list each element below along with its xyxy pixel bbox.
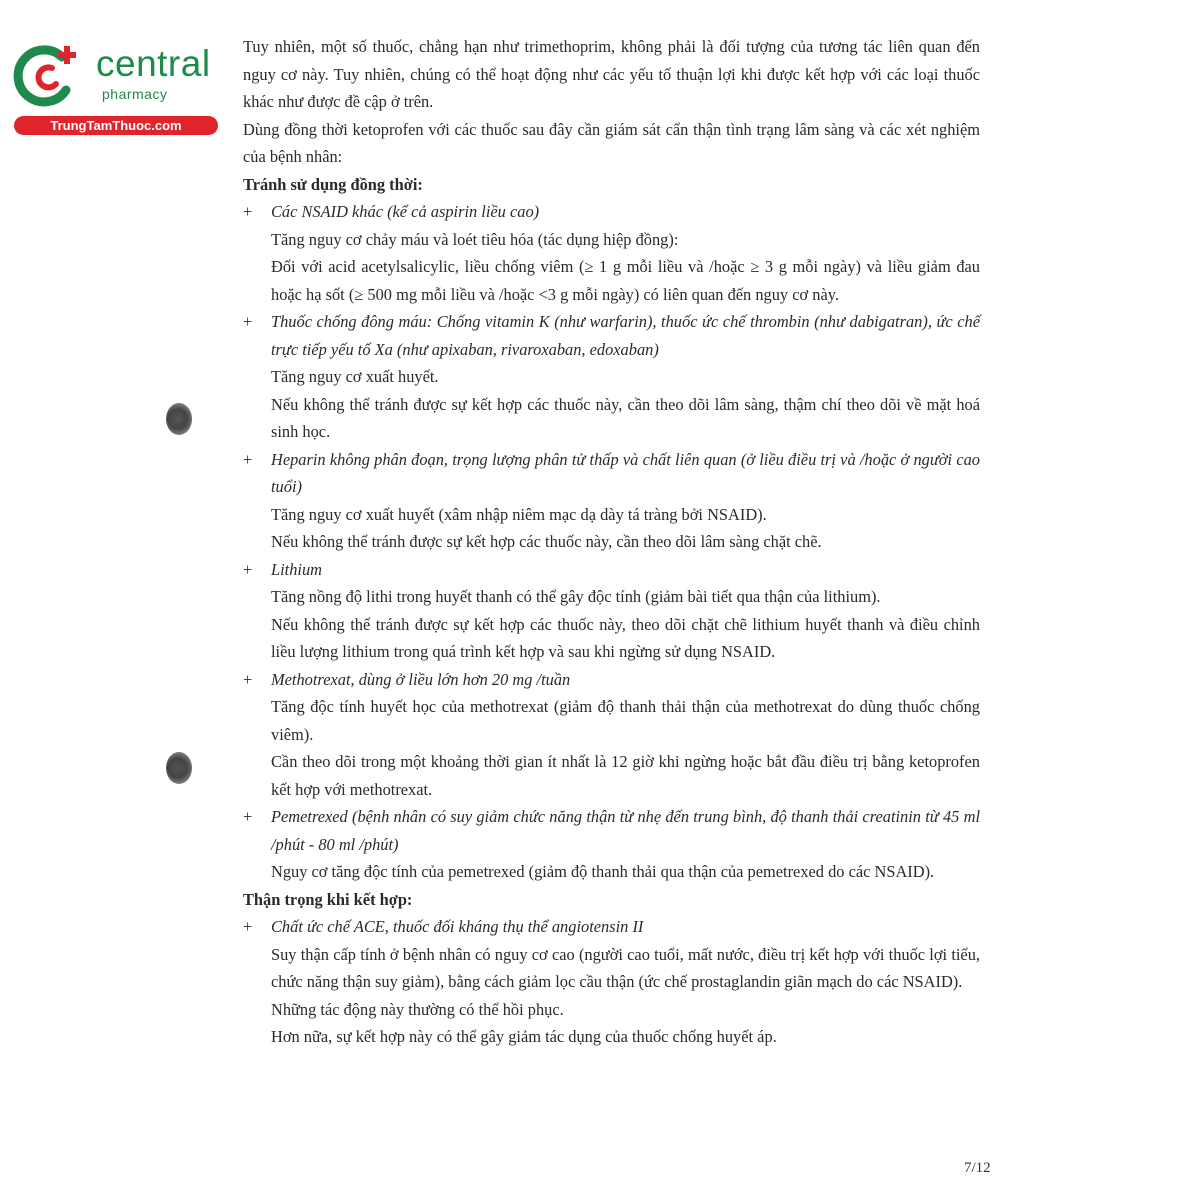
logo-brand: central: [96, 43, 211, 84]
pharmacy-logo: [10, 36, 220, 136]
bullet-item: [243, 913, 980, 941]
bullet-marker: +: [243, 917, 253, 936]
bullet-marker: +: [243, 449, 253, 469]
bullet-title: Lithium: [271, 559, 323, 579]
paragraph: Nếu không thể tránh được sự kết hợp các thuốc này, cần theo dõi lâm sàng, thậm chí theo dõi về mặt hoá sinh học.: [271, 394, 980, 441]
paragraph: Tăng nguy cơ chảy máu và loét tiêu hóa (tác dụng hiệp đồng):: [271, 229, 679, 249]
bullet-marker: +: [243, 559, 253, 579]
paragraph: Nguy cơ tăng độc tính của pemetrexed (giảm độ thanh thải qua thận của pemetrexed do các NSAID).: [271, 862, 935, 881]
punch-hole: [166, 752, 192, 784]
paragraph: Tăng nguy cơ xuất huyết (xâm nhập niêm mạc dạ dày tá tràng bởi NSAID).: [271, 504, 767, 524]
paragraph: Tăng nguy cơ xuất huyết.: [271, 367, 439, 386]
paragraph: Tăng độc tính huyết học của methotrexat (giảm độ thanh thải thận của methotrexat do dùng thuốc chống viêm).: [271, 697, 980, 744]
bullet-item: [243, 556, 980, 584]
bullet-item: [243, 803, 980, 858]
paragraph: Đối với acid acetylsalicylic, liều chống viêm (≥ 1 g mỗi liều và /hoặc ≥ 3 g mỗi ngày) và liều giảm đau hoặc hạ sốt (≥ 500 mg mỗi liều và /hoặc <3 g mỗi ngày) có liên quan đến nguy cơ này.: [271, 257, 980, 304]
section-heading: Tránh sử dụng đồng thời:: [243, 174, 423, 194]
bullet-marker: +: [243, 312, 253, 331]
section-heading: Thận trọng khi kết hợp:: [243, 889, 413, 909]
bullet-title: Pemetrexed (bệnh nhân có suy giảm chức năng thận từ nhẹ đến trung bình, độ thanh thải creatinin từ 45 ml /phút - 80 ml /phút): [271, 807, 980, 854]
bullet-title: Các NSAID khác (kể cả aspirin liều cao): [271, 202, 540, 221]
logo-url-badge: TrungTamThuoc.com: [14, 116, 218, 135]
bullet-title: Chất ức chế ACE, thuốc đối kháng thụ thể angiotensin II: [271, 917, 644, 936]
logo-emblem-icon: [10, 40, 80, 110]
bullet-title: Heparin không phân đoạn, trọng lượng phân tử thấp và chất liên quan (ở liều điều trị và /hoặc ở người cao tuổi): [271, 449, 980, 496]
paragraph: Cần theo dõi trong một khoảng thời gian ít nhất là 12 giờ khi ngừng hoặc bắt đầu điều trị bằng ketoprofen kết hợp với methotrexat.: [271, 752, 980, 799]
bullet-marker: +: [243, 807, 253, 826]
paragraph: Tăng nồng độ lithi trong huyết thanh có thể gây độc tính (giảm bài tiết qua thận của lithium).: [271, 587, 881, 606]
paragraph: Nếu không thể tránh được sự kết hợp các thuốc này, cần theo dõi lâm sàng chặt chẽ.: [271, 532, 822, 551]
paragraph: Những tác động này thường có thể hồi phục.: [271, 999, 564, 1019]
page-number: 7/12: [964, 1160, 991, 1176]
paragraph: Nếu không thể tránh được sự kết hợp các thuốc này, theo dõi chặt chẽ lithium huyết thanh và điều chỉnh liều lượng lithium trong quá trình kết hợp và sau khi ngừng sử dụng NSAID.: [271, 614, 980, 661]
paragraph: Suy thận cấp tính ở bệnh nhân có nguy cơ cao (người cao tuổi, mất nước, điều trị kết hợp với thuốc lợi tiểu, chức năng thận suy giảm), bằng cách giảm lọc cầu thận (ức chế prostaglandin giãn mạch do các NSAID).: [271, 944, 980, 991]
bullet-item: [243, 198, 980, 226]
document-body: [243, 33, 980, 1051]
bullet-item: [243, 308, 980, 363]
bullet-title: Thuốc chống đông máu: Chống vitamin K (như warfarin), thuốc ức chế thrombin (như dabigatran), ức chế trực tiếp yếu tố Xa (như apixaban, rivaroxaban, edoxaban): [271, 312, 980, 359]
bullet-title: Methotrexat, dùng ở liều lớn hơn 20 mg /tuần: [271, 669, 571, 689]
punch-hole: [166, 403, 192, 435]
paragraph: Tuy nhiên, một số thuốc, chẳng hạn như trimethoprim, không phải là đối tượng của tương tác liên quan đến nguy cơ này. Tuy nhiên, chúng có thể hoạt động như các yếu tố thuận lợi khi được kết hợp với các loại thuốc khác như được đề cập ở trên.: [243, 37, 980, 111]
paragraph: Hơn nữa, sự kết hợp này có thể gây giảm tác dụng của thuốc chống huyết áp.: [271, 1027, 777, 1046]
paragraph: Dùng đồng thời ketoprofen với các thuốc sau đây cần giám sát cẩn thận tình trạng lâm sàng và các xét nghiệm của bệnh nhân:: [243, 119, 980, 166]
bullet-item: [243, 666, 980, 694]
bullet-marker: +: [243, 669, 253, 689]
bullet-marker: +: [243, 202, 253, 221]
bullet-item: [243, 446, 980, 501]
logo-subtitle: pharmacy: [102, 86, 168, 102]
